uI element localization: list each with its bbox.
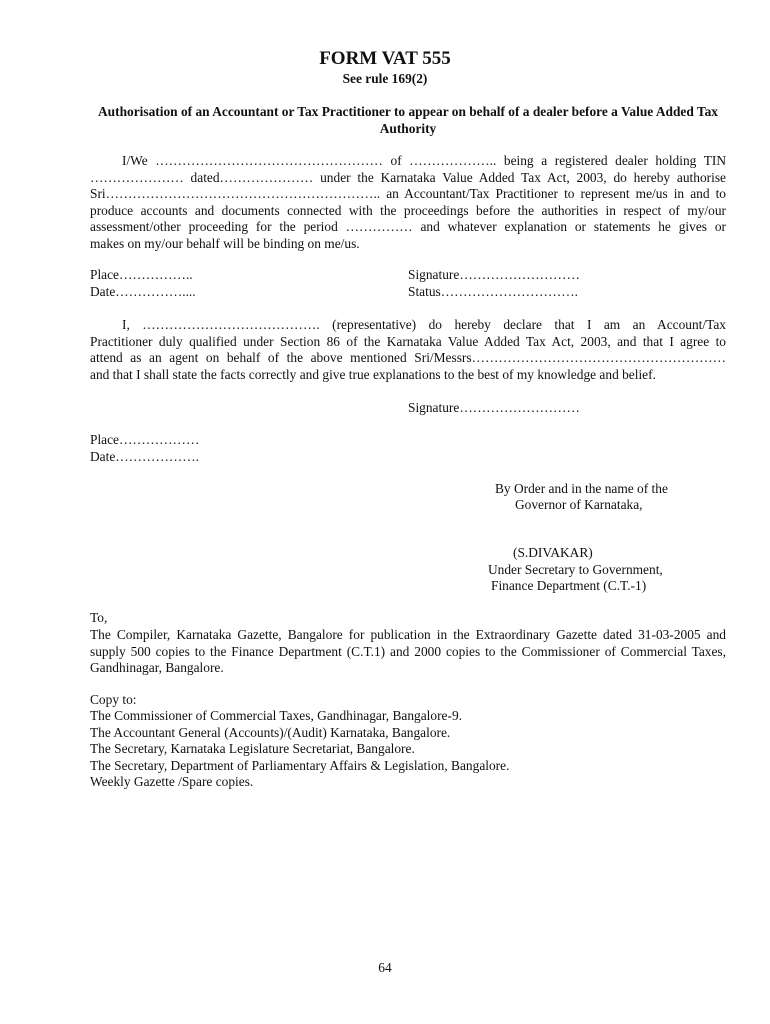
address-line: The Compiler, Karnataka Gazette, Bangalore for publication in the Extraordinary Gazette dated 31-03-2005 and bbox=[90, 627, 726, 642]
copy-to-list bbox=[90, 708, 509, 791]
copy-to-item: The Secretary, Karnataka Legislature Secretariat, Bangalore. bbox=[90, 741, 415, 757]
order-line-2: Governor of Karnataka, bbox=[515, 497, 643, 512]
order-line-1: By Order and in the name of the bbox=[495, 481, 668, 496]
dealer-date: Date…………….... bbox=[90, 284, 196, 299]
copy-to-label: Copy to: bbox=[90, 692, 137, 707]
dealer-place: Place…………….. bbox=[90, 267, 193, 282]
declaration-line: I, …………………………………. (representative) do hereby declare that I am an Account/Tax bbox=[122, 317, 726, 332]
signatory-name: (S.DIVAKAR) bbox=[513, 545, 593, 560]
form-title: FORM VAT 555 bbox=[319, 48, 451, 69]
authorisation-paragraph bbox=[90, 153, 726, 253]
signatory-designation: Under Secretary to Government, bbox=[488, 562, 663, 577]
authorisation-line: makes on my/our behalf will be binding on me/us. bbox=[90, 235, 360, 251]
representative-signature: Signature……………………… bbox=[408, 400, 580, 415]
copy-to-item: The Secretary, Department of Parliamentary Affairs & Legislation, Bangalore. bbox=[90, 757, 510, 773]
to-label: To, bbox=[90, 610, 108, 625]
form-heading: Authorisation of an Accountant or Tax Practitioner to appear on behalf of a dealer before a Value Added Tax Authority bbox=[98, 104, 718, 136]
declaration-paragraph bbox=[90, 317, 726, 383]
authorisation-line: I/We …………………………………………… of ……………….. being a registered dealer holding TIN bbox=[122, 153, 726, 168]
representative-place: Place……………… bbox=[90, 432, 200, 447]
page-number: 64 bbox=[378, 960, 392, 975]
address-paragraph bbox=[90, 627, 726, 677]
declaration-line: Practitioner duly qualified under Section 86 of the Karnataka Value Added Tax Act, 2003, and that I agree to bbox=[90, 333, 726, 349]
representative-date: Date………………. bbox=[90, 449, 199, 464]
authorisation-line: ………………… dated………………… under the Karnataka Value Added Tax Act, 2003, do hereby authorise bbox=[90, 169, 726, 185]
signatory-department: Finance Department (C.T.-1) bbox=[491, 578, 647, 593]
authorisation-line: assessment/other proceeding for the period …………… and whatever explanation or statements he gives or bbox=[90, 219, 726, 235]
copy-to-item: The Accountant General (Accounts)/(Audit) Karnataka, Bangalore. bbox=[90, 724, 451, 740]
dealer-signature: Signature……………………… bbox=[408, 267, 580, 282]
authorisation-line: produce accounts and documents connected with the proceedings before the authorities in respect of my/our bbox=[90, 202, 726, 218]
address-line: Gandhinagar, Bangalore. bbox=[90, 660, 224, 676]
address-line: supply 500 copies to the Finance Department (C.T.1) and 2000 copies to the Commissioner of Commercial Taxes, bbox=[90, 643, 726, 659]
authorisation-line: Sri…………………………………………………….. an Accountant/Tax Practitioner to represent me/us in and to bbox=[90, 186, 726, 202]
rule-reference: See rule 169(2) bbox=[342, 71, 428, 86]
declaration-line: attend as an agent on behalf of the above mentioned Sri/Messrs………………………………………………… bbox=[90, 350, 726, 366]
copy-to-item: Weekly Gazette /Spare copies. bbox=[90, 774, 254, 790]
dealer-status: Status…………………………. bbox=[408, 284, 578, 299]
copy-to-item: The Commissioner of Commercial Taxes, Gandhinagar, Bangalore-9. bbox=[90, 708, 463, 723]
declaration-line: and that I shall state the facts correctly and give true explanations to the best of my knowledge and belief. bbox=[90, 366, 656, 382]
